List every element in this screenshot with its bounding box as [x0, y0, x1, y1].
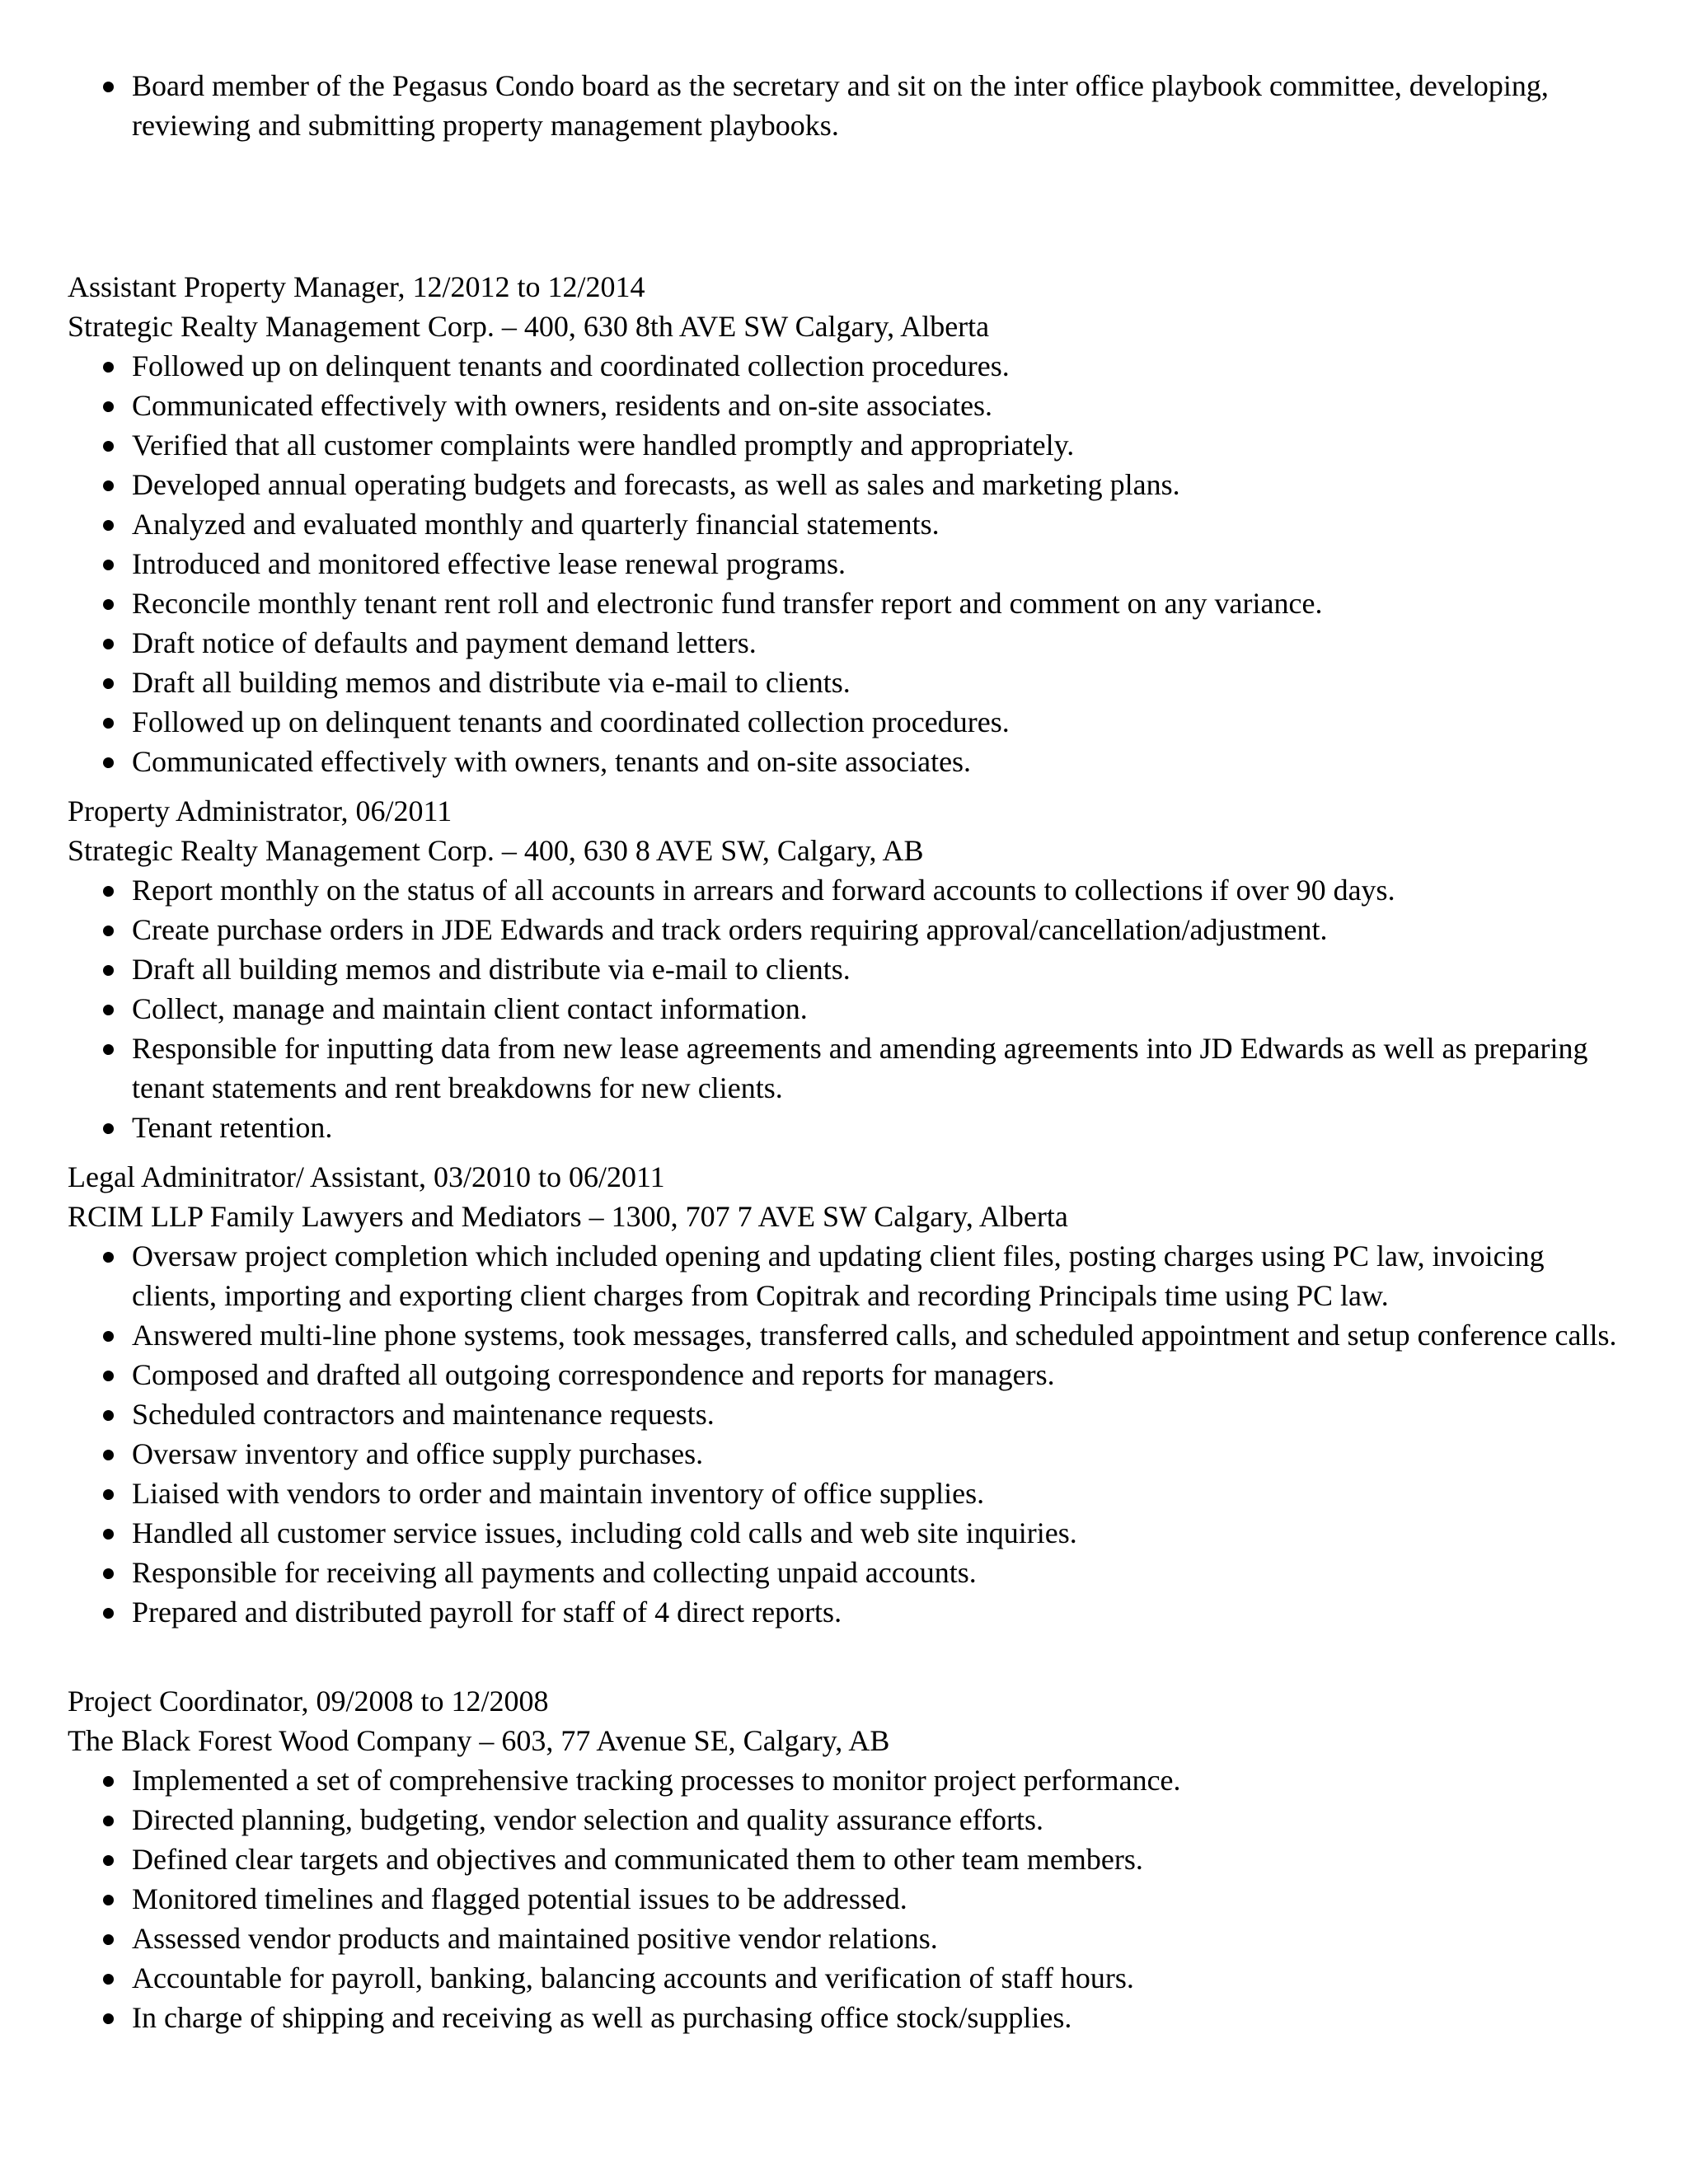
list-item: [68, 702, 1634, 742]
job-section: [68, 267, 1634, 781]
bullet-text: Tenant retention.: [132, 1111, 333, 1144]
list-item: [68, 346, 1634, 386]
list-item: [68, 1553, 1634, 1592]
bullet-text: Draft notice of defaults and payment demand letters.: [132, 626, 757, 659]
spacer: [68, 781, 1634, 791]
list-item: [68, 1355, 1634, 1394]
bullet-icon: [103, 1895, 114, 1905]
list-item: [68, 910, 1634, 949]
list-item: [68, 742, 1634, 781]
list-item: [68, 1919, 1634, 1958]
list-item: [68, 1236, 1634, 1315]
job-bullet-list: [68, 1236, 1634, 1632]
bullet-text: Accountable for payroll, banking, balancing accounts and verification of staff hours.: [132, 1961, 1134, 1994]
company-line: Strategic Realty Management Corp. – 400, 630 8 AVE SW, Calgary, AB: [68, 834, 924, 867]
bullet-icon: [103, 1450, 114, 1460]
list-item: [68, 989, 1634, 1029]
bullet-icon: [103, 480, 114, 491]
bullet-text: Followed up on delinquent tenants and coordinated collection procedures.: [132, 705, 1010, 738]
job-title: Assistant Property Manager, 12/2012 to 12/2014: [68, 270, 645, 303]
bullet-text: Draft all building memos and distribute via e-mail to clients.: [132, 953, 851, 986]
job-title: Property Administrator, 06/2011: [68, 794, 452, 827]
bullet-icon: [103, 1816, 114, 1826]
bullet-text: Responsible for inputting data from new lease agreements and amending agreements into JD Edwards as well as preparing tenant statements and rent breakdowns for new clients.: [132, 1032, 1588, 1104]
list-item: [68, 1760, 1634, 1800]
bullet-text: Introduced and monitored effective lease renewal programs.: [132, 547, 846, 580]
bullet-icon: [103, 1529, 114, 1540]
spacer: [68, 1632, 1634, 1681]
bullet-icon: [103, 1568, 114, 1579]
bullet-icon: [103, 401, 114, 412]
list-item: [68, 1513, 1634, 1553]
bullet-text: In charge of shipping and receiving as well as purchasing office stock/supplies.: [132, 2001, 1072, 2034]
list-item: [68, 1394, 1634, 1434]
list-item: [68, 1840, 1634, 1879]
bullet-text: Collect, manage and maintain client contact information.: [132, 992, 808, 1025]
job-section: [68, 1157, 1634, 1632]
list-item: [68, 1029, 1634, 1108]
list-item: [68, 1592, 1634, 1632]
bullet-text: Draft all building memos and distribute via e-mail to clients.: [132, 666, 851, 699]
bullet-text: Report monthly on the status of all accounts in arrears and forward accounts to collections if over 90 days.: [132, 874, 1395, 907]
list-item: [68, 544, 1634, 583]
bullet-icon: [103, 1331, 114, 1342]
bullet-text: Defined clear targets and objectives and communicated them to other team members.: [132, 1843, 1143, 1876]
bullet-text: Liaised with vendors to order and maintain inventory of office supplies.: [132, 1477, 985, 1510]
spacer: [68, 1147, 1634, 1157]
bullet-text: Board member of the Pegasus Condo board as the secretary and sit on the inter office playbook committee, developing, reviewing and submitting property management playbooks.: [132, 69, 1549, 142]
job-title: Project Coordinator, 09/2008 to 12/2008: [68, 1685, 549, 1718]
bullet-icon: [103, 678, 114, 689]
bullet-text: Implemented a set of comprehensive tracking processes to monitor project performance.: [132, 1764, 1181, 1797]
company-line: RCIM LLP Family Lawyers and Mediators – 1300, 707 7 AVE SW Calgary, Alberta: [68, 1200, 1068, 1233]
bullet-text: Developed annual operating budgets and forecasts, as well as sales and marketing plans.: [132, 468, 1180, 501]
list-item: [68, 663, 1634, 702]
bullet-icon: [103, 1371, 114, 1381]
list-item: [68, 1434, 1634, 1474]
spacer: [68, 145, 1634, 267]
bullet-text: Scheduled contractors and maintenance requests.: [132, 1398, 715, 1431]
bullet-icon: [103, 757, 114, 768]
list-item: [68, 1800, 1634, 1840]
bullet-text: Composed and drafted all outgoing correspondence and reports for managers.: [132, 1358, 1055, 1391]
list-item: [68, 1879, 1634, 1919]
bullet-text: Analyzed and evaluated monthly and quarterly financial statements.: [132, 508, 940, 541]
list-item: [68, 386, 1634, 425]
bullet-text: Followed up on delinquent tenants and coordinated collection procedures.: [132, 349, 1010, 382]
company-line: The Black Forest Wood Company – 603, 77 Avenue SE, Calgary, AB: [68, 1724, 890, 1757]
bullet-text: Answered multi-line phone systems, took messages, transferred calls, and scheduled appointment and setup conference calls.: [132, 1319, 1617, 1352]
bullet-icon: [103, 82, 114, 92]
bullet-icon: [103, 1776, 114, 1787]
bullet-text: Responsible for receiving all payments and collecting unpaid accounts.: [132, 1556, 977, 1589]
bullet-icon: [103, 886, 114, 897]
list-item: [68, 465, 1634, 504]
bullet-text: Oversaw inventory and office supply purchases.: [132, 1437, 704, 1470]
bullet-icon: [103, 1123, 114, 1134]
list-item: [68, 425, 1634, 465]
bullet-text: Assessed vendor products and maintained positive vendor relations.: [132, 1922, 938, 1955]
bullet-icon: [103, 599, 114, 610]
list-item: [68, 1998, 1634, 2037]
bullet-icon: [103, 441, 114, 452]
bullet-text: Prepared and distributed payroll for staff of 4 direct reports.: [132, 1596, 842, 1629]
bullet-icon: [103, 718, 114, 729]
job-bullet-list: [68, 1760, 1634, 2037]
bullet-icon: [103, 1005, 114, 1015]
job-bullet-list: [68, 346, 1634, 781]
bullet-text: Communicated effectively with owners, residents and on-site associates.: [132, 389, 993, 422]
bullet-icon: [103, 965, 114, 976]
job-title: Legal Adminitrator/ Assistant, 03/2010 to 06/2011: [68, 1160, 665, 1193]
bullet-icon: [103, 639, 114, 649]
bullet-icon: [103, 1044, 114, 1055]
bullet-icon: [103, 560, 114, 570]
job-section: [68, 791, 1634, 1147]
job-section: [68, 1681, 1634, 2037]
list-item: [68, 870, 1634, 910]
bullet-icon: [103, 1489, 114, 1500]
bullet-icon: [103, 2013, 114, 2024]
bullet-text: Handled all customer service issues, including cold calls and web site inquiries.: [132, 1516, 1077, 1549]
bullet-icon: [103, 1410, 114, 1421]
bullet-icon: [103, 520, 114, 531]
bullet-icon: [103, 1608, 114, 1619]
bullet-icon: [103, 1934, 114, 1945]
resume-page: [68, 66, 1634, 2037]
bullet-icon: [103, 1974, 114, 1985]
bullet-text: Reconcile monthly tenant rent roll and electronic fund transfer report and comment on any variance.: [132, 587, 1323, 620]
list-item: [68, 1315, 1634, 1355]
list-item: [68, 583, 1634, 623]
bullet-icon: [103, 362, 114, 373]
list-item: [68, 1108, 1634, 1147]
bullet-icon: [103, 1252, 114, 1263]
intro-bullet-list: [68, 66, 1634, 145]
list-item: [68, 504, 1634, 544]
list-item: [68, 1958, 1634, 1998]
bullet-text: Communicated effectively with owners, tenants and on-site associates.: [132, 745, 972, 778]
list-item: [68, 623, 1634, 663]
bullet-text: Verified that all customer complaints were handled promptly and appropriately.: [132, 429, 1075, 462]
list-item: [68, 1474, 1634, 1513]
bullet-icon: [103, 926, 114, 936]
bullet-text: Oversaw project completion which included opening and updating client files, posting charges using PC law, invoicing clients, importing and exporting client charges from Copitrak and recording Principals time using PC law.: [132, 1240, 1545, 1312]
intro-section: [68, 66, 1634, 145]
bullet-icon: [103, 1855, 114, 1866]
bullet-text: Create purchase orders in JDE Edwards and track orders requiring approval/cancellation/adjustment.: [132, 913, 1328, 946]
company-line: Strategic Realty Management Corp. – 400, 630 8th AVE SW Calgary, Alberta: [68, 310, 990, 343]
list-item: [68, 66, 1634, 145]
job-bullet-list: [68, 870, 1634, 1147]
bullet-text: Directed planning, budgeting, vendor selection and quality assurance efforts.: [132, 1803, 1043, 1836]
list-item: [68, 949, 1634, 989]
bullet-text: Monitored timelines and flagged potential issues to be addressed.: [132, 1882, 907, 1915]
